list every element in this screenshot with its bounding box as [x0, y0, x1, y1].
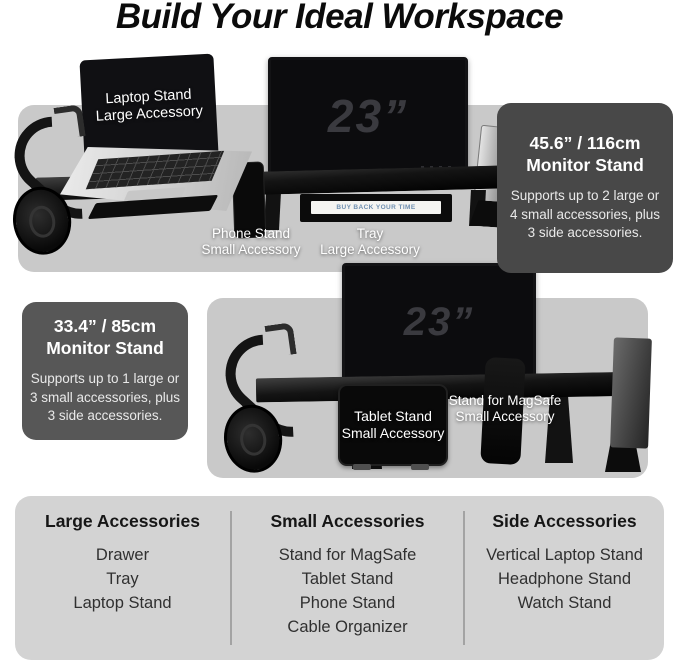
- headphones-graphic: [0, 101, 124, 265]
- badge-description: Supports up to 1 large or 3 small accessories, plus 3 side accessories.: [29, 370, 181, 424]
- monitor-size-label: 23”: [403, 299, 475, 344]
- tablet-stand-foot: [411, 464, 429, 470]
- tablet-stand-foot: [353, 464, 371, 470]
- phone-stand-label: Phone Stand Small Accessory: [201, 226, 301, 258]
- book-spine: BUY BACK YOUR TIME: [311, 201, 441, 214]
- accessory-item: Phone Stand: [299, 594, 396, 612]
- page-title: Build Your Ideal Workspace: [115, 0, 564, 36]
- headphones-graphic: [205, 319, 335, 483]
- accessory-item: Cable Organizer: [287, 618, 408, 636]
- accessory-item: Stand for MagSafe: [278, 546, 417, 564]
- accessory-item: Laptop Stand: [73, 594, 172, 612]
- tablet-stand-label: Tablet Stand Small Accessory: [341, 408, 445, 441]
- badge-33in-monitor-stand: [22, 302, 188, 440]
- side-accessories-column: [465, 496, 664, 660]
- laptop-stand-label: Laptop Stand Large Accessory: [95, 86, 204, 125]
- accessory-item: Drawer: [95, 546, 150, 564]
- vertical-laptop-stand-graphic: [610, 337, 652, 448]
- large-accessories-column: [15, 496, 230, 660]
- middle-section-panel: [207, 298, 648, 478]
- column-header: Large Accessories: [45, 511, 200, 531]
- accessory-item: Watch Stand: [517, 594, 612, 612]
- accessory-item: Vertical Laptop Stand: [486, 546, 643, 564]
- accessories-table: [15, 496, 664, 660]
- accessory-item: Headphone Stand: [497, 570, 632, 588]
- tray-label: Tray Large Accessory: [320, 226, 420, 258]
- accessory-item: Tablet Stand: [301, 570, 394, 588]
- column-header: Side Accessories: [492, 511, 637, 531]
- badge-45in-monitor-stand: [497, 103, 673, 273]
- magsafe-stand-label: Stand for MagSafe Small Accessory: [448, 393, 562, 425]
- accessory-item: Tray: [106, 570, 139, 588]
- small-accessories-column: [232, 496, 463, 660]
- top-section-panel: [18, 86, 661, 272]
- badge-title: 45.6” / 116cm Monitor Stand: [526, 133, 644, 176]
- tray-graphic: [300, 194, 452, 222]
- tablet-on-stand-graphic: [338, 384, 448, 466]
- monitor-size-label: 23”: [327, 90, 409, 142]
- monitor-23in-graphic: [268, 57, 468, 175]
- badge-title: 33.4” / 85cm Monitor Stand: [46, 316, 164, 359]
- column-header: Small Accessories: [270, 511, 425, 531]
- badge-description: Supports up to 2 large or 4 small accessories, plus 3 side accessories.: [509, 187, 661, 241]
